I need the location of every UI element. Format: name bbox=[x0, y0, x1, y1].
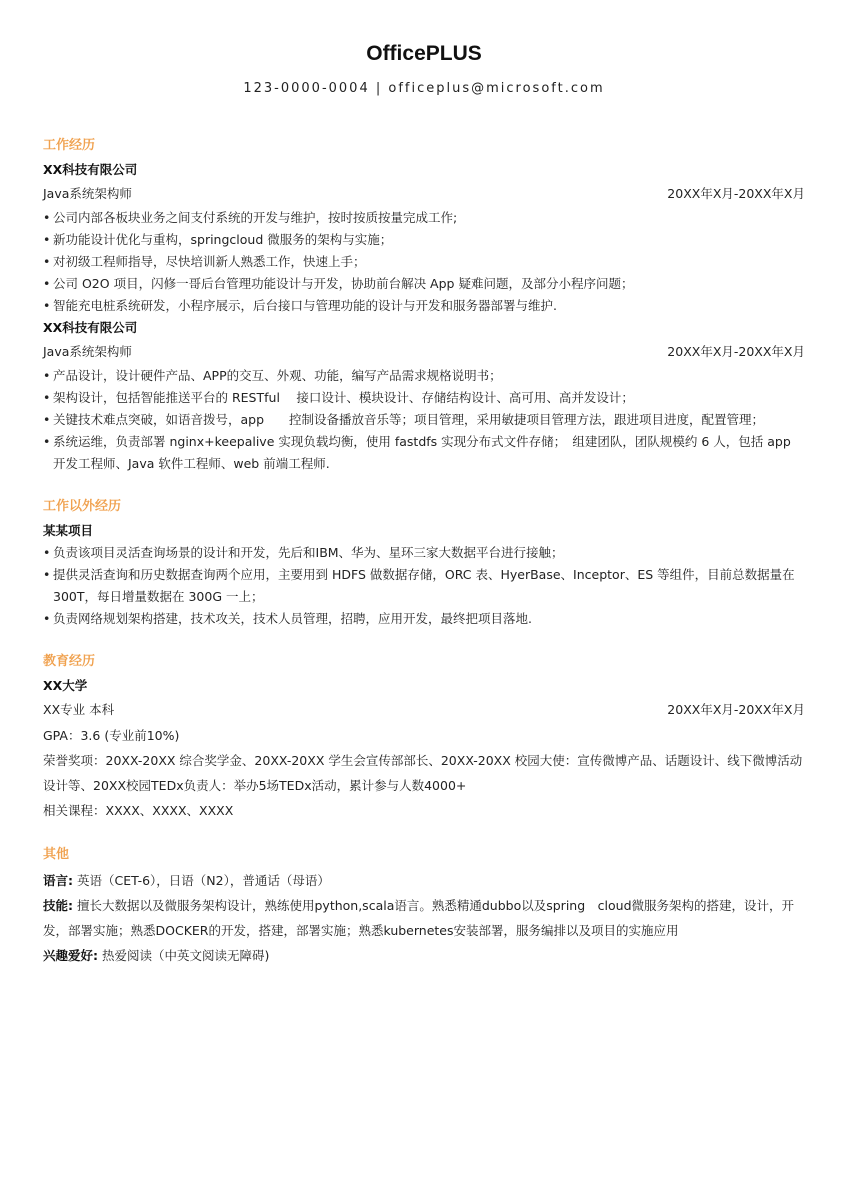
company-name: XX科技有限公司 bbox=[43, 320, 138, 335]
list-item: • 系统运维，负责部署 nginx+keepalive 实现负载均衡，使用 fastdfs 实现分布式文件存储； 组建团队，团队规模约 6 人，包括 app 开发工程师、Java 软件工程师、web 前端工程师. bbox=[43, 431, 805, 475]
hobby-line bbox=[43, 943, 805, 968]
section-title-education: 教育经历 bbox=[43, 654, 96, 669]
list-item: • 新功能设计优化与重构，springcloud 微服务的架构与实施； bbox=[43, 229, 805, 251]
list-item: • 架构设计，包括智能推送平台的 RESTful 接口设计、模块设计、存储结构设计、高可用、高并发设计； bbox=[43, 387, 805, 409]
section-title-work: 工作经历 bbox=[43, 138, 96, 153]
education-major-row bbox=[43, 697, 805, 723]
language-line bbox=[43, 868, 805, 893]
job-role: Java系统架构师 bbox=[43, 344, 132, 359]
skills-label: 技能: bbox=[43, 898, 73, 913]
school-name: XX大学 bbox=[43, 678, 88, 693]
work-section bbox=[43, 136, 805, 475]
section-title-outside: 工作以外经历 bbox=[43, 499, 122, 514]
list-item: • 对初级工程师指导，尽快培训新人熟悉工作，快速上手； bbox=[43, 251, 805, 273]
job-date: 20XX年X月-20XX年X月 bbox=[667, 344, 805, 359]
hobby-label: 兴趣爱好: bbox=[43, 948, 98, 963]
education-date: 20XX年X月-20XX年X月 bbox=[667, 702, 805, 717]
language-label: 语言: bbox=[43, 873, 73, 888]
honors: 荣誉奖项：20XX-20XX 综合奖学金、20XX-20XX 学生会宣传部部长、20XX-20XX 校园大使：宣传微博产品、话题设计、线下微博活动设计等、20XX校园TEDx负责人：举办5场TEDx活动，累计参与人数4000+ bbox=[43, 753, 803, 793]
list-item: • 提供灵活查询和历史数据查询两个应用，主要用到 HDFS 做数据存储，ORC 表、HyerBase、Inceptor、ES 等组件，目前总数据量在 300T，每日增量数据在 300G 一上； bbox=[43, 564, 805, 608]
job-entry bbox=[43, 159, 805, 317]
contact-info: 123-0000-0004 | officeplus@microsoft.com bbox=[243, 81, 605, 96]
job-duties bbox=[43, 207, 805, 317]
courses: 相关课程：XXXX、XXXX、XXXX bbox=[43, 803, 234, 818]
job-entry bbox=[43, 317, 805, 475]
language-value: 英语（CET-6），日语（N2），普通话（母语） bbox=[76, 873, 330, 888]
job-role-row bbox=[43, 181, 805, 207]
list-item: • 产品设计，设计硬件产品、APP的交互、外观、功能，编写产品需求规格说明书； bbox=[43, 365, 805, 387]
job-role-row bbox=[43, 339, 805, 365]
job-duties bbox=[43, 365, 805, 475]
project-name: 某某项目 bbox=[43, 523, 94, 538]
section-title-other: 其他 bbox=[43, 847, 70, 862]
company-name: XX科技有限公司 bbox=[43, 162, 138, 177]
gpa: GPA：3.6 (专业前10%) bbox=[43, 728, 180, 743]
skills-line bbox=[43, 893, 805, 943]
list-item: • 关键技术难点突破，如语音拨号，app 控制设备播放音乐等；项目管理，采用敏捷项目管理方法，跟进项目进度，配置管理； bbox=[43, 409, 805, 431]
job-role: Java系统架构师 bbox=[43, 186, 132, 201]
list-item: • 负责该项目灵活查询场景的设计和开发，先后和IBM、华为、星环三家大数据平台进行接触； bbox=[43, 542, 805, 564]
skills-value: 擅长大数据以及微服务架构设计，熟练使用python,scala语言。熟悉精通dubbo以及spring cloud微服务架构的搭建，设计，开发，部署实施；熟悉DOCKER的开发，搭建，部署实施；熟悉kubernetes安装部署，服务编排以及项目的实施应用 bbox=[43, 898, 795, 938]
other-section bbox=[43, 845, 805, 968]
job-date: 20XX年X月-20XX年X月 bbox=[667, 186, 805, 201]
list-item: • 公司 O2O 项目，闪修一哥后台管理功能设计与开发，协助前台解决 App 疑难问题，及部分小程序问题； bbox=[43, 273, 805, 295]
list-item: • 智能充电桩系统研发，小程序展示，后台接口与管理功能的设计与开发和服务器部署与维护. bbox=[43, 295, 805, 317]
list-item: • 公司内部各板块业务之间支付系统的开发与维护，按时按质按量完成工作; bbox=[43, 207, 805, 229]
major: XX专业 本科 bbox=[43, 702, 115, 717]
project-duties bbox=[43, 542, 805, 630]
list-item: • 负责网络规划架构搭建，技术攻关，技术人员管理，招聘，应用开发，最终把项目落地. bbox=[43, 608, 805, 630]
resume-content bbox=[43, 136, 805, 968]
candidate-name: OfficePLUS bbox=[366, 42, 482, 65]
education-section bbox=[43, 652, 805, 823]
hobby-value: 热爱阅读（中英文阅读无障碍) bbox=[101, 948, 270, 963]
outside-section bbox=[43, 497, 805, 630]
